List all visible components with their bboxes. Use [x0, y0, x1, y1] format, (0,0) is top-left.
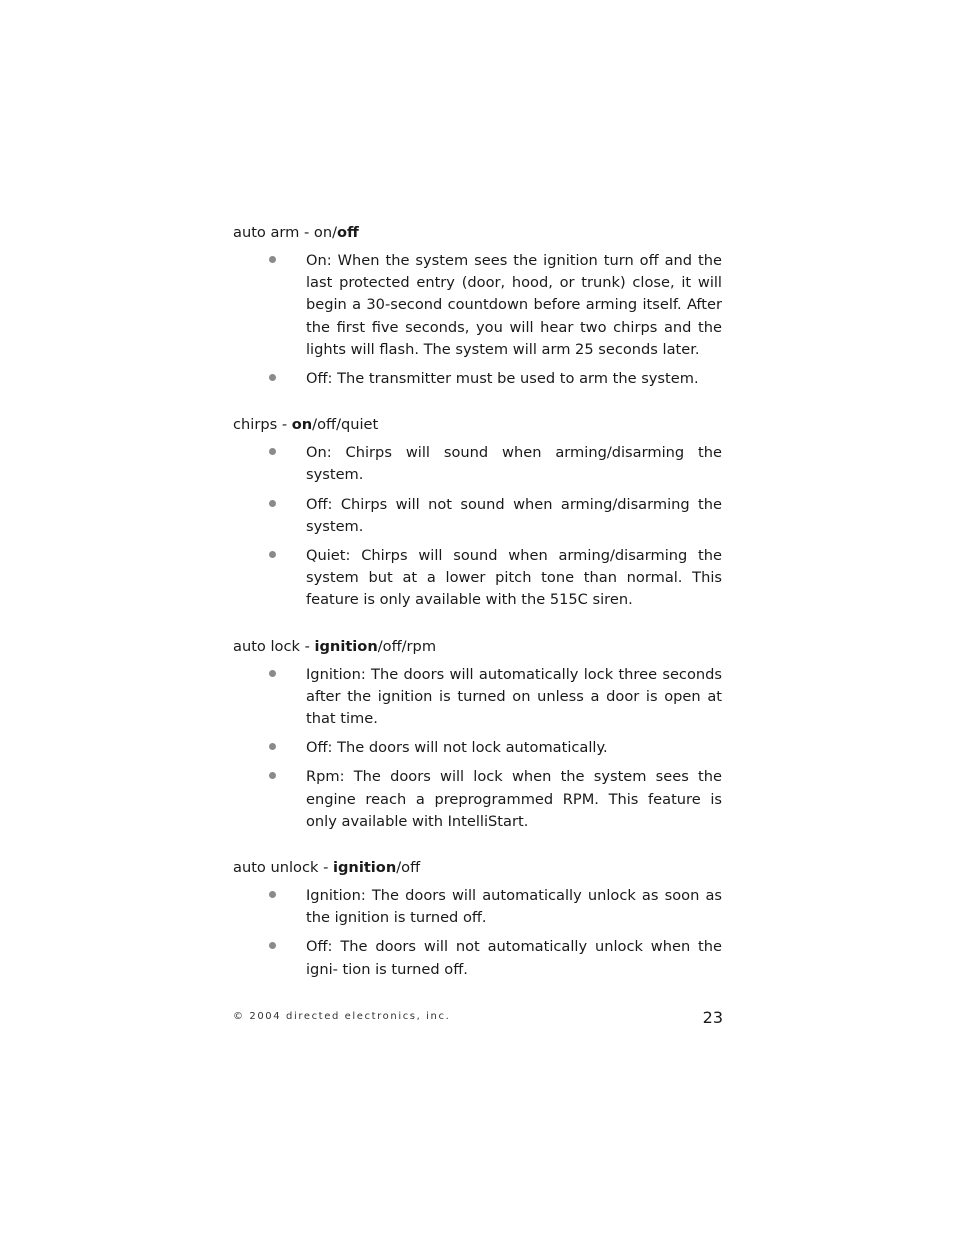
list-item: Ignition: The doors will automatically lock three seconds after the ignition is turned on unless a door is open at that time.: [233, 664, 722, 731]
section-heading: auto arm - on/off: [233, 224, 359, 241]
footer-copyright: © 2004 directed electronics, inc.: [233, 1011, 451, 1022]
section-heading: auto lock - ignition/off/rpm: [233, 637, 437, 655]
list-item: Off: Chirps will not sound when arming/disarming the system.: [233, 494, 722, 538]
option-list: [233, 442, 722, 611]
bullet-icon: [269, 772, 276, 779]
list-item: Ignition: The doors will automatically unlock as soon as the ignition is turned off.: [233, 885, 722, 929]
bullet-icon: [269, 374, 276, 381]
section-heading: chirps - on/off/quiet: [233, 416, 379, 434]
bullet-icon: [269, 448, 276, 455]
list-item: On: When the system sees the ignition turn off and the last protected entry (door, hood, or trunk) close, it will begin a 30-second countdown before arming itself. After the first five seconds, you will hear two chirps and the lights will flash. The system will arm 25 seconds later.: [233, 250, 722, 361]
list-item: Off: The doors will not lock automatically.: [233, 737, 722, 759]
option-list: [233, 885, 722, 981]
list-item: Rpm: The doors will lock when the system sees the engine reach a preprogrammed RPM. This feature is only available with IntelliStart.: [233, 766, 722, 833]
bullet-icon: [269, 500, 276, 507]
bullet-icon: [269, 256, 276, 263]
page-content: [233, 222, 722, 1005]
bullet-icon: [269, 670, 276, 677]
bullet-icon: [269, 551, 276, 558]
list-item: Quiet: Chirps will sound when arming/disarming the system but at a lower pitch tone than normal. This feature is only available with the 515C siren.: [233, 545, 722, 612]
option-list: [233, 664, 722, 833]
list-item: On: Chirps will sound when arming/disarming the system.: [233, 442, 722, 486]
list-item: Off: The transmitter must be used to arm the system.: [233, 368, 722, 390]
section-auto-lock: [233, 636, 722, 833]
section-heading: auto unlock - ignition/off: [233, 859, 421, 877]
bullet-icon: [269, 942, 276, 949]
section-chirps: [233, 414, 722, 611]
list-item: Off: The doors will not automatically unlock when the igni- tion is turned off.: [233, 936, 722, 980]
section-auto-arm: [233, 222, 722, 390]
page-number: 23: [702, 1008, 723, 1027]
section-auto-unlock: [233, 857, 722, 981]
bullet-icon: [269, 743, 276, 750]
bullet-icon: [269, 891, 276, 898]
option-list: [233, 250, 722, 390]
